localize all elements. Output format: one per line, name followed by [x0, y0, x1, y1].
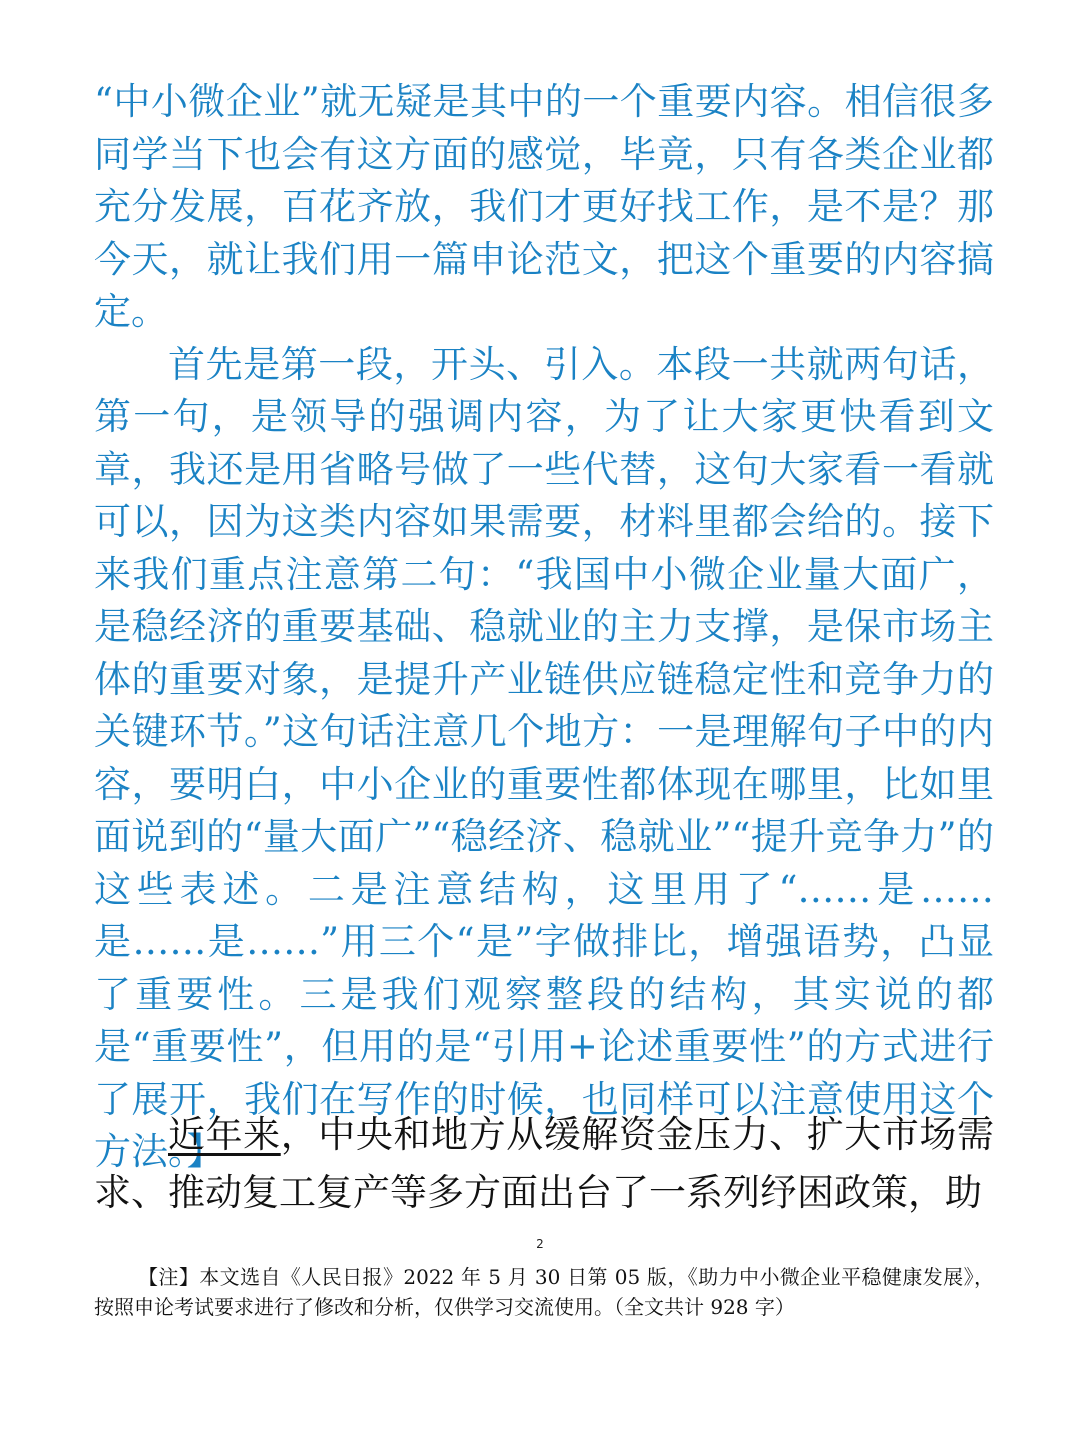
commentary-block — [94, 76, 994, 1179]
underlined-lead-phrase: 近年来 — [168, 1113, 281, 1156]
commentary-paragraph-intro: “中小微企业”就无疑是其中的一个重要内容。相信很多同学当下也会有这方面的感觉，毕竟，只有各类企业都充分发展，百花齐放，我们才更好找工作，是不是？那今天，就让我们用一篇申论范文，把这个重要的内容搞定。 — [94, 80, 994, 333]
essay-body-paragraph — [94, 1106, 994, 1222]
page-number: 2 — [536, 1237, 544, 1251]
essay-body-text: ，中央和地方从缓解资金压力、扩大市场需求、推动复工复产等多方面出台了一系列纾困政策，助 — [94, 1113, 995, 1214]
commentary-paragraph-analysis: 首先是第一段，开头、引入。本段一共就两句话，第一句，是领导的强调内容，为了让大家更快看到文章，我还是用省略号做了一些代替，这句大家看一看就可以，因为这类内容如果需要，材料里都会给的。接下来我们重点注意第二句：“我国中小微企业量大面广，是稳经济的重要基础、稳就业的主力支撑，是保市场主体的重要对象，是提升产业链供应链稳定性和竞争力的关键环节。”这句话注意几个地方：一是理解句子中的内容，要明白，中小企业的重要性都体现在哪里，比如里面说到的“量大面广”“稳经济、稳就业”“提升竞争力”的这些表述。二是注意结构，这里用了“……是……是……是……”用三个“是”字做排比，增强语势，凸显了重要性。三是我们观察整段的结构，其实说的都是“重要性”，但用的是“引用+论述重要性”的方式进行了展开，我们在写作的时候，也同样可以注意使用这个方法。】 — [94, 342, 994, 1173]
footnote: 【注】本文选自《人民日报》2022 年 5 月 30 日第 05 版，《助力中小微企业平稳健康发展》，按照申论考试要求进行了修改和分析，仅供学习交流使用。（全文共计 928 字） — [94, 1265, 994, 1319]
